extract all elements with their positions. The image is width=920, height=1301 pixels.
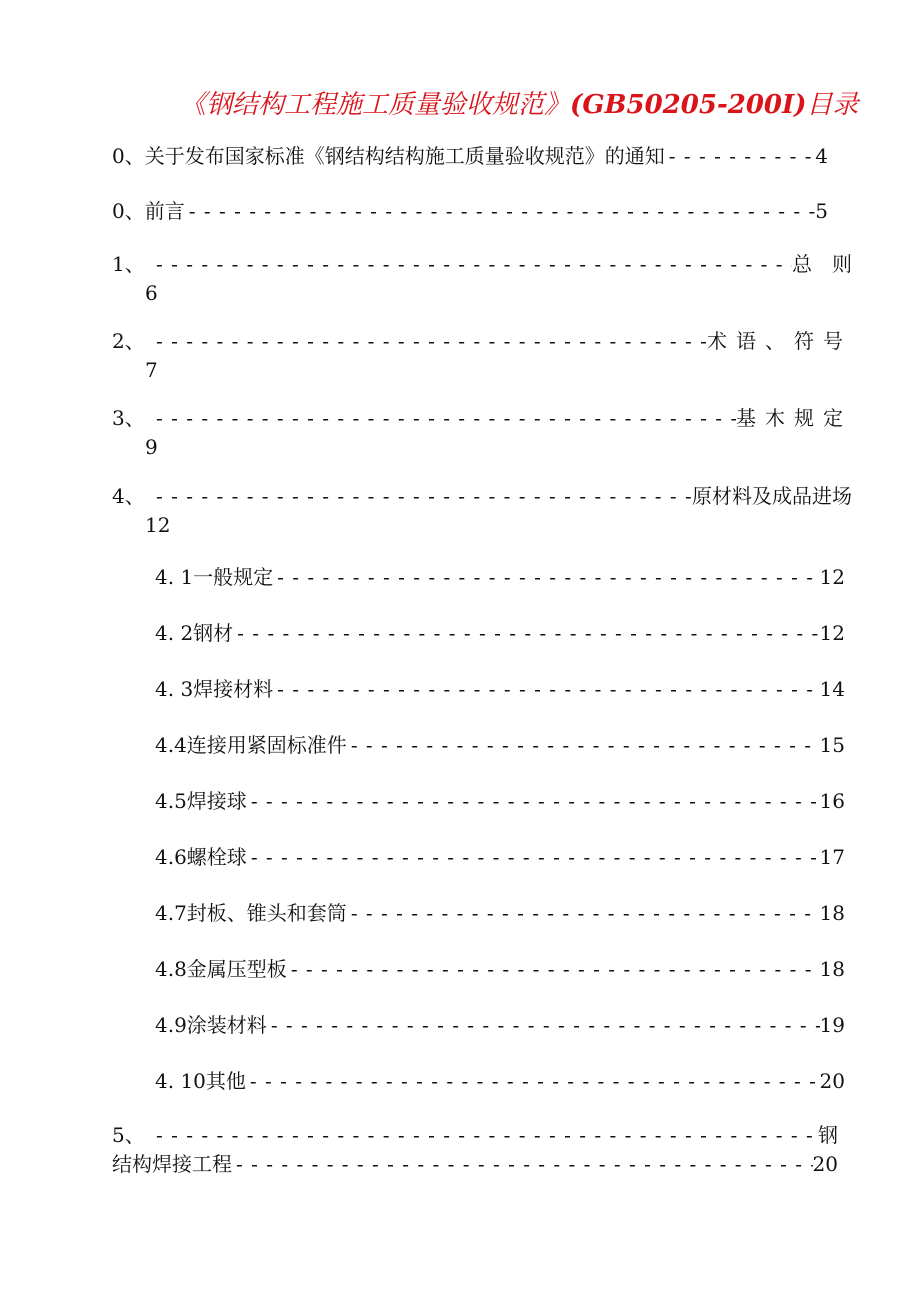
subentry-label: 4. 10其他 [155,1069,246,1093]
dot-leader [152,404,736,432]
dot-leader [185,197,816,225]
subentry-page: 18 [819,901,845,925]
subentry-page: 12 [819,621,845,645]
entry-label: 基木规定 [736,406,852,430]
dot-leader [347,899,820,927]
subentry-label: 4.8金属压型板 [155,957,287,981]
toc-entry-welding-cont[interactable] [112,1150,838,1178]
entry-label: 原材料及成品进场 [692,484,852,508]
dot-leader [267,1011,820,1039]
entry-label: 关于发布国家标准《钢结构结构施工质量验收规范》的通知 [144,144,665,168]
entry-number: 2、 [112,329,145,353]
entry-number: 0、 [112,199,145,223]
toc-subentry[interactable] [155,787,845,815]
entry-page: 5 [815,199,828,223]
toc-subentry[interactable] [155,1067,845,1095]
entry-page: 9 [145,435,158,459]
subentry-label: 4.4连接用紧固标准件 [155,733,347,757]
dot-leader [152,250,792,278]
toc-entry-general[interactable] [112,250,852,278]
subentry-label: 4. 2钢材 [155,621,234,645]
dot-leader [273,675,819,703]
title-open: 《钢结构工程施工质量验收规范》 [180,90,571,120]
dot-leader [347,731,820,759]
entry-number: 1、 [112,252,145,276]
entry-page: 7 [145,358,158,382]
toc-subentry[interactable] [155,1011,845,1039]
toc-entry-terms[interactable] [112,327,852,355]
title-tail: 目录 [806,90,859,120]
subentry-label: 4.7封板、锥头和套筒 [155,901,347,925]
toc-entry-notice[interactable] [112,142,828,170]
toc-entry-materials[interactable] [112,482,852,510]
dot-leader [246,1067,820,1095]
subentry-label: 4.9涂装材料 [155,1013,267,1037]
entry-label: 总 则 [792,252,852,276]
page-title [180,84,880,121]
entry-page: 4 [815,144,828,168]
toc-subentry[interactable] [155,675,845,703]
entry-page: 6 [145,281,158,305]
toc-subentry[interactable] [155,731,845,759]
dot-leader [247,843,820,871]
toc-entry-welding[interactable] [112,1121,838,1149]
subentry-label: 4.6螺栓球 [155,845,247,869]
toc-subentry[interactable] [155,563,845,591]
entry-page: 20 [812,1152,838,1176]
entry-label: 术语、符号 [707,329,852,353]
subentry-page: 14 [819,677,845,701]
entry-number: 3、 [112,406,145,430]
subentry-page: 12 [819,565,845,589]
dot-leader [287,955,820,983]
dot-leader [152,1121,818,1149]
dot-leader [152,482,692,510]
entry-number: 5、 [112,1123,145,1147]
standard-code: (GB50205-200I) [570,90,807,120]
dot-leader [152,327,707,355]
subentry-label: 4. 3焊接材料 [155,677,274,701]
entry-label: 前言 [144,199,185,223]
entry-number: 0、 [112,144,145,168]
subentry-page: 16 [819,789,845,813]
toc-subentry[interactable] [155,843,845,871]
toc-subentry[interactable] [155,899,845,927]
subentry-page: 19 [819,1013,845,1037]
subentry-page: 18 [819,957,845,981]
dot-leader [247,787,820,815]
toc-subentry[interactable] [155,955,845,983]
subentry-page: 20 [819,1069,845,1093]
subentry-label: 4. 1一般规定 [155,565,274,589]
dot-leader [273,563,819,591]
entry-number: 4、 [112,484,145,508]
entry-page: 12 [145,513,171,537]
dot-leader [232,1150,813,1178]
dot-leader [233,619,819,647]
entry-label-continued: 结构焊接工程 [112,1152,232,1176]
entry-label: 钢 [818,1123,838,1147]
toc-entry-basic-rules[interactable] [112,404,852,432]
dot-leader [665,142,816,170]
toc-entry-preface[interactable] [112,197,828,225]
subentry-page: 17 [819,845,845,869]
subentry-label: 4.5焊接球 [155,789,247,813]
subentry-page: 15 [819,733,845,757]
toc-subentry[interactable] [155,619,845,647]
